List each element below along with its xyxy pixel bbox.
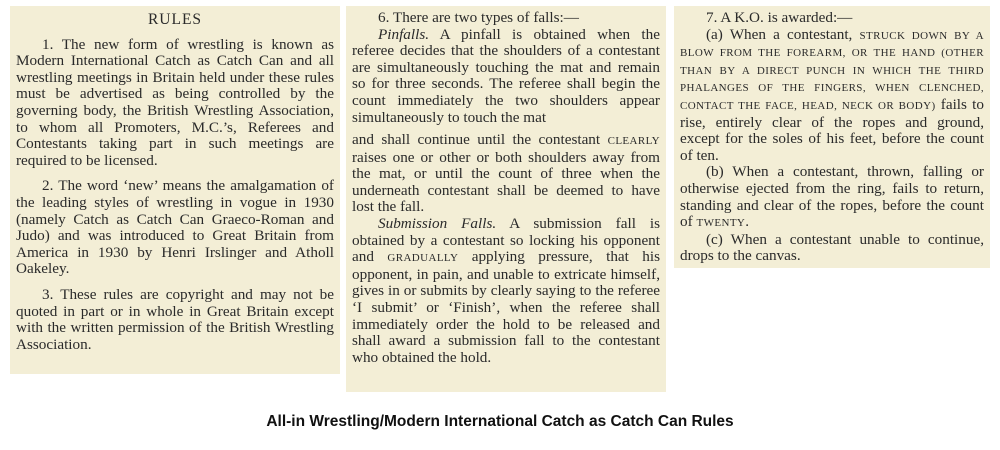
rules-column-2-top: [346, 6, 666, 136]
rules-column-1: [10, 6, 340, 374]
pinfalls-title: Pinfalls.: [378, 25, 430, 43]
rule-2-number: 2.: [42, 177, 54, 195]
submission-text-a: A submission fall is obtained by a contestant so locking his opponent and: [352, 214, 661, 266]
rule-7a-smallcaps: STRUCK DOWN BY A BLOW FROM THE FOREARM, OR THE HAND (OTHER THAN BY A DIRECT PUNCH IN WHICH THE THIRD PHALANGES OF THE FINGERS, WHEN CLENCHED, CONTACT THE FACE, HEAD, NECK OR BODY): [680, 29, 984, 112]
rule-2: [16, 178, 334, 278]
rule-7a-lead: (a) When a contestant,: [706, 25, 853, 43]
rules-column-2-bottom: [346, 130, 666, 392]
pinfalls-continuation: [352, 132, 660, 216]
pinfalls-paragraph: [352, 27, 660, 127]
rule-3-number: 3.: [42, 285, 54, 303]
rule-7a-rest: fails to rise, entirely clear of the ropes and ground, except for the soles of his feet, before the count of ten.: [680, 95, 984, 164]
gradually-smallcaps: GRADUALLY: [387, 252, 459, 265]
rule-7b-end: .: [745, 213, 750, 231]
rule-7b-text: (b) When a contestant, thrown, falling or otherwise ejected from the ring, fails to return, standing and clear of the ropes, before the count of: [680, 163, 984, 231]
submission-text-b: applying pressure, that his opponent, in pain, and unable to extricate himself, gives in or submits by clearly saying to the referee ‘I submit’ or ‘Finish’, when the referee shall immediately order the hold to be released and shall award a submission fall to the contestant who obtained the hold.: [352, 248, 661, 366]
rule-7-intro: 7. A K.O. is awarded:—: [706, 9, 853, 26]
rule-6-intro: 6. There are two types of falls:—: [378, 9, 579, 26]
rule-1-text: The new form of wrestling is known as Modern International Catch as Catch Can and all wrestling meetings in Britain held under these rules must be advertised as being controlled by the governing body, the British Wrestling Association, to whom all Promoters, M.C.’s, Referees and Contestants taking part in such meetings are required to be licensed.: [16, 35, 334, 169]
rule-3-text: These rules are copyright and may not be quoted in part or in whole in Great Britain except with the written permission of the British Wrestling Association.: [16, 285, 334, 353]
rule-2-text: The word ‘new’ means the amalgamation of the leading styles of wrestling in vogue in 1930 (namely Catch as Catch Can Graeco-Roman and Judo) and was introduced to Great Britain from America in 1930 by Henri Irslinger and Atholl Oakeley.: [16, 177, 334, 278]
continuation-text-a: and shall continue until the contestant: [352, 131, 601, 148]
rule-1-number: 1.: [42, 35, 54, 53]
pinfalls-text: A pinfall is obtained when the referee decides that the shoulders of a contestant are simultaneously touching the mat and remain so for three seconds. The referee shall begin the count immediately the two shoulders appear simultaneously to touch the mat: [352, 25, 660, 126]
continuation-text-b: raises one or other or both shoulders away from the mat, or until the count of three when the underneath contestant shall be deemed to have lost the fall.: [352, 148, 660, 216]
rules-column-3: [674, 6, 990, 268]
submission-paragraph: [352, 216, 660, 366]
image-caption: All-in Wrestling/Modern International Catch as Catch Can Rules: [266, 413, 734, 430]
rule-7b-smallcaps: TWENTY: [696, 217, 746, 230]
rule-7c: (c) When a contestant unable to continue, drops to the canvas.: [680, 230, 984, 265]
rule-1: [16, 37, 334, 170]
submission-title: Submission Falls.: [378, 214, 497, 232]
clearly-smallcaps: CLEARLY: [607, 135, 660, 147]
rule-7b: [680, 164, 984, 231]
rule-3: [16, 287, 334, 353]
rule-7a: [680, 27, 984, 165]
rules-heading: RULES: [147, 11, 203, 28]
